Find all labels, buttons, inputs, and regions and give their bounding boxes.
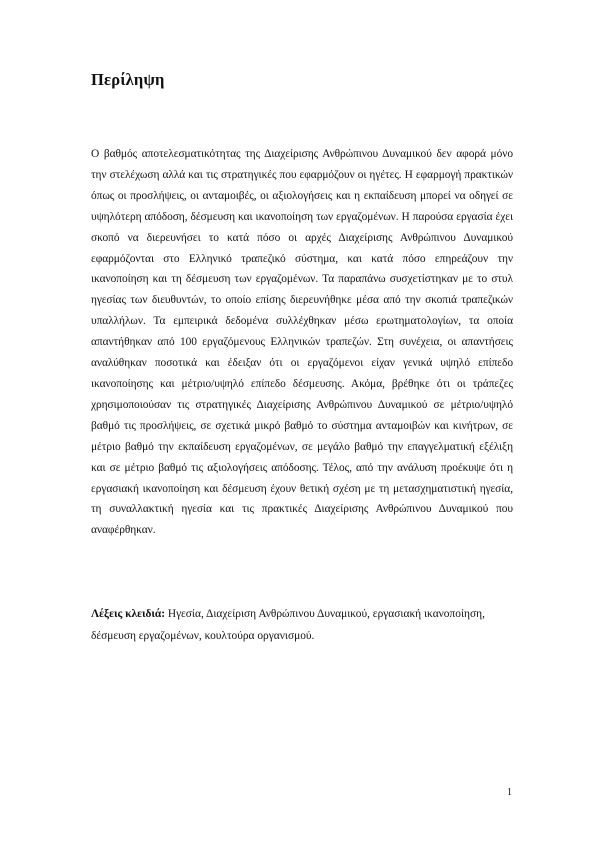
page-number: 1 — [507, 787, 512, 798]
abstract-paragraph: Ο βαθμός αποτελεσματικότητας της Διαχείρισης Ανθρώπινου Δυναμικού δεν αφορά μόνο την στελέχωση αλλά και τις στρατηγικές που εφαρμόζουν οι ηγέτες. Η εφαρμογή πρακτικών όπως οι προσλήψεις, οι ανταμοιβές, οι αξιολογήσεις και η εκπαίδευση μπορεί να οδηγεί σε υψηλότερη απόδοση, δέσμευση και ικανοποίηση των εργαζομένων. Η παρούσα εργασία έχει σκοπό να διερευνήσει το κατά πόσο οι αρχές Διαχείρισης Ανθρώπινου Δυναμικού εφαρμόζονται στο Ελληνικό τραπεζικό σύστημα, και κατά πόσο επηρεάζουν την ικανοποίηση και τη δέσμευση των εργαζομένων. Τα παραπάνω συσχετίστηκαν με το στυλ ηγεσίας των διευθυντών, το οποίο επίσης διερευνήθηκε μέσα από την σκοπιά τραπεζικών υπαλλήλων. Τα εμπειρικά δεδομένα συλλέχθηκαν μέσω ερωτηματολογίων, τα οποία απαντήθηκαν από 100 εργαζόμενους Ελληνικών τραπεζών. Στη συνέχεια, οι απαντήσεις αναλύθηκαν ποσοτικά και έδειξαν ότι οι εργαζόμενοι είχαν γενικά υψηλό επίπεδο ικανοποίησης και μέτριο/υψηλό επίπεδο δέσμευσης. Ακόμα, βρέθηκε ότι οι τράπεζες χρησιμοποιούσαν τις στρατηγικές Διαχείρισης Ανθρώπινου Δυναμικού σε μέτριο/υψηλό βαθμό τις προσλήψεις, σε σχετικά μικρό βαθμό το σύστημα ανταμοιβών και κινήτρων, σε μέτριο βαθμό την εκπαίδευση εργαζομένων, σε μεγάλο βαθμό την επαγγελματική εξέλιξη και σε μέτριο βαθμό τις αξιολογήσεις απόδοσης. Τέλος, από την ανάλυση προέκυψε ότι η εργασιακή ικανοποίηση και δέσμευση έχουν θετική σχέση με τη μετασχηματιστική ηγεσία, τη συναλλακτική ηγεσία και τις πρακτικές Διαχείρισης Ανθρώπινου Δυναμικού που αναφέρθηκαν. — [91, 148, 513, 537]
keywords-paragraph — [91, 604, 513, 647]
keywords-text: Ηγεσία, Διαχείριση Ανθρώπινου Δυναμικού, εργασιακή ικανοποίηση, δέσμευση εργαζομένων, κουλτούρα οργανισμού. — [91, 608, 485, 642]
section-title: Περίληψη — [91, 70, 165, 89]
keywords-label: Λέξεις κλειδιά: — [91, 608, 166, 620]
